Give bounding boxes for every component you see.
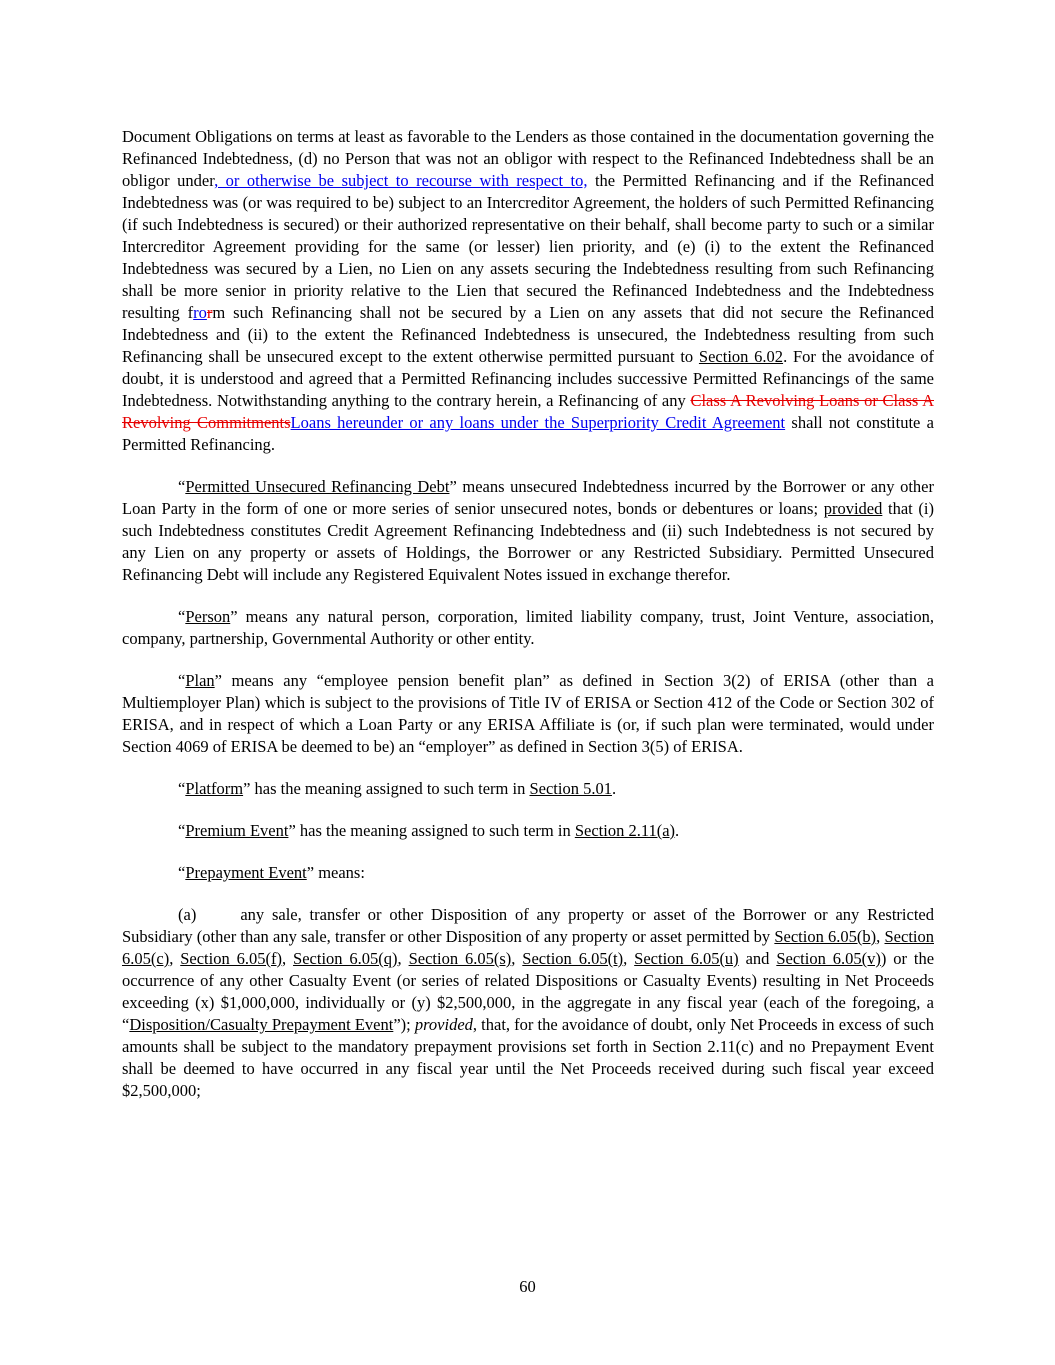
underlined-text: Section 6.02	[698, 347, 784, 366]
text-run: the Permitted Refinancing and if the Refinanced Indebtedness was (or was required to be) subject to an Intercreditor Agreement, the holders of such Permitted Refinancing (if such Indebtedness is secured) or their authorized representative on their behalf, shall become party to such or a similar Intercreditor Agreement providing for the same (or lesser) lien priority, and (e) (i) to the extent the Refinanced Indebtedness was secured by a Lien, no Lien on any assets securing the Indebtedness resulting from such Refinancing shall be more senior in priority relative to the Lien that secured the Refinanced Indebtedness and the Indebtedness resulting f	[122, 171, 935, 322]
text-run: “	[178, 821, 186, 840]
text-run: “	[178, 607, 186, 626]
underlined-text: Section 6.05(f)	[180, 949, 282, 968]
underlined-text: Platform	[185, 779, 244, 798]
deleted-text: r	[206, 303, 213, 322]
text-run: ” means any natural person, corporation, limited liability company, trust, Joint Venture, association, company, partnership, Governmental Authority or other entity.	[122, 607, 934, 648]
text-run: (a)	[178, 905, 197, 924]
text-run: , that, for the avoidance of doubt, only Net Proceeds in excess of such amounts shall be subject to the mandatory prepayment provisions set forth in Section 2.11(c) and no Prepayment Event shall be deemed to have occurred in any fiscal year until the Net Proceeds received during such fiscal year exceed $2,500,000;	[122, 1015, 935, 1100]
text-run: “	[178, 779, 186, 798]
underlined-text: Premium Event	[185, 821, 289, 840]
underlined-text: Section 2.11(a)	[574, 821, 676, 840]
text-run: “	[178, 863, 186, 882]
text-run: that (i) such Indebtedness constitutes Credit Agreement Refinancing Indebtedness and (ii) such Indebtedness is not secured by any Lien on any property or assets of Holdings, the Borrower or any Restricted Subsidiary. Permitted Unsecured Refinancing Debt will include any Registered Equivalent Notes issued in exchange therefor.	[122, 499, 934, 584]
text-run: ” means unsecured Indebtedness incurred by the Borrower or any other Loan Party in the form of one or more series of senior unsecured notes, bonds or debentures or loans;	[122, 477, 934, 518]
text-run: ,	[282, 949, 294, 968]
underlined-text: Person	[185, 607, 231, 626]
underlined-text: Section 6.05(c)	[122, 927, 934, 968]
underlined-text: Section 5.01	[529, 779, 612, 798]
underlined-text: Section 6.05(v)	[776, 949, 881, 968]
text-run: ”);	[393, 1015, 415, 1034]
underlined-text: Prepayment Event	[185, 863, 307, 882]
text-run: ” has the meaning assigned to such term in	[288, 821, 575, 840]
para-definition-platform	[122, 778, 934, 800]
para-permitted-refinancing-continuation	[122, 126, 934, 456]
text-run: ” has the meaning assigned to such term in	[243, 779, 530, 798]
underlined-text: Section 6.05(u)	[634, 949, 739, 968]
text-run: “	[178, 477, 186, 496]
italic-text: provided	[414, 1015, 473, 1034]
text-run: ,	[397, 949, 409, 968]
text-run: Document Obligations on terms at least as favorable to the Lenders as those contained in the documentation governing the Refinanced Indebtedness, (d) no Person that was not an obligor with respect to the Refinanced Indebtedness shall be an obligor under	[122, 127, 934, 190]
text-run: .	[611, 779, 617, 798]
para-definition-prepayment-event	[122, 862, 934, 884]
text-run: ,	[169, 949, 181, 968]
text-run: m such Refinancing shall not be secured by a Lien on any assets that did not secure the Refinanced Indebtedness and (ii) to the extent the Refinanced Indebtedness is unsecured, the Indebtedness resulting from such Refinancing shall be unsecured except to the extent otherwise permitted pursuant to	[122, 303, 934, 366]
text-run: ) or the occurrence of any other Casualty Event (or series of related Dispositions or Casualty Events) resulting in Net Proceeds exceeding (x) $1,000,000, individually or (y) $2,500,000, in the aggregate in any fiscal year (each of the foregoing, a “	[122, 949, 935, 1034]
text-run: any sale, transfer or other Disposition of any property or asset of the Borrower or any Restricted Subsidiary (other than any sale, transfer or other Disposition of any property or asset permitted by	[122, 905, 934, 946]
page-number: 60	[519, 1277, 536, 1296]
deleted-text: Class A Revolving Loans or Class A Revolving Commitments	[122, 391, 934, 432]
para-definition-permitted-unsecured-refinancing-debt	[122, 476, 934, 586]
underlined-text: Disposition/Casualty Prepayment Event	[129, 1015, 394, 1034]
underlined-text: Section 6.05(b)	[774, 927, 877, 946]
text-run: .	[675, 821, 680, 840]
inserted-text: ro	[193, 303, 207, 322]
para-definition-premium-event	[122, 820, 934, 842]
underlined-text: Section 6.05(q)	[293, 949, 398, 968]
text-run: and	[738, 949, 777, 968]
text-run: “	[178, 671, 186, 690]
underlined-text: Permitted Unsecured Refinancing Debt	[185, 477, 450, 496]
inserted-text: , or otherwise be subject to recourse with respect to,	[214, 171, 588, 190]
page-footer	[0, 1276, 1055, 1298]
para-definition-plan	[122, 670, 934, 758]
text-run: ” means:	[306, 863, 365, 882]
inserted-text: Loans hereunder or any loans under the Superpriority Credit Agreement	[290, 413, 786, 432]
text-run: ,	[876, 927, 885, 946]
text-run: shall not constitute a Permitted Refinancing.	[122, 413, 934, 454]
text-run: ,	[511, 949, 523, 968]
underlined-text: Section 6.05(t)	[522, 949, 624, 968]
text-run: . For the avoidance of doubt, it is understood and agreed that a Permitted Refinancing includes successive Permitted Refinancings of the same Indebtedness. Notwithstanding anything to the contrary herein, a Refinancing of any	[122, 347, 934, 410]
underlined-text: Plan	[185, 671, 215, 690]
document-body	[122, 126, 934, 1122]
para-definition-person	[122, 606, 934, 650]
underlined-text: Section 6.05(s)	[408, 949, 512, 968]
underlined-text: provided	[823, 499, 883, 518]
para-prepayment-event-clause-a	[122, 904, 934, 1102]
text-run: ” means any “employee pension benefit plan” as defined in Section 3(2) of ERISA (other than a Multiemployer Plan) which is subject to the provisions of Title IV of ERISA or Section 412 of the Code or Section 302 of ERISA, and in respect of which a Loan Party or any ERISA Affiliate is (or, if such plan were terminated, would under Section 4069 of ERISA be deemed to be) an “employer” as defined in Section 3(5) of ERISA.	[122, 671, 934, 756]
text-run: ,	[623, 949, 635, 968]
